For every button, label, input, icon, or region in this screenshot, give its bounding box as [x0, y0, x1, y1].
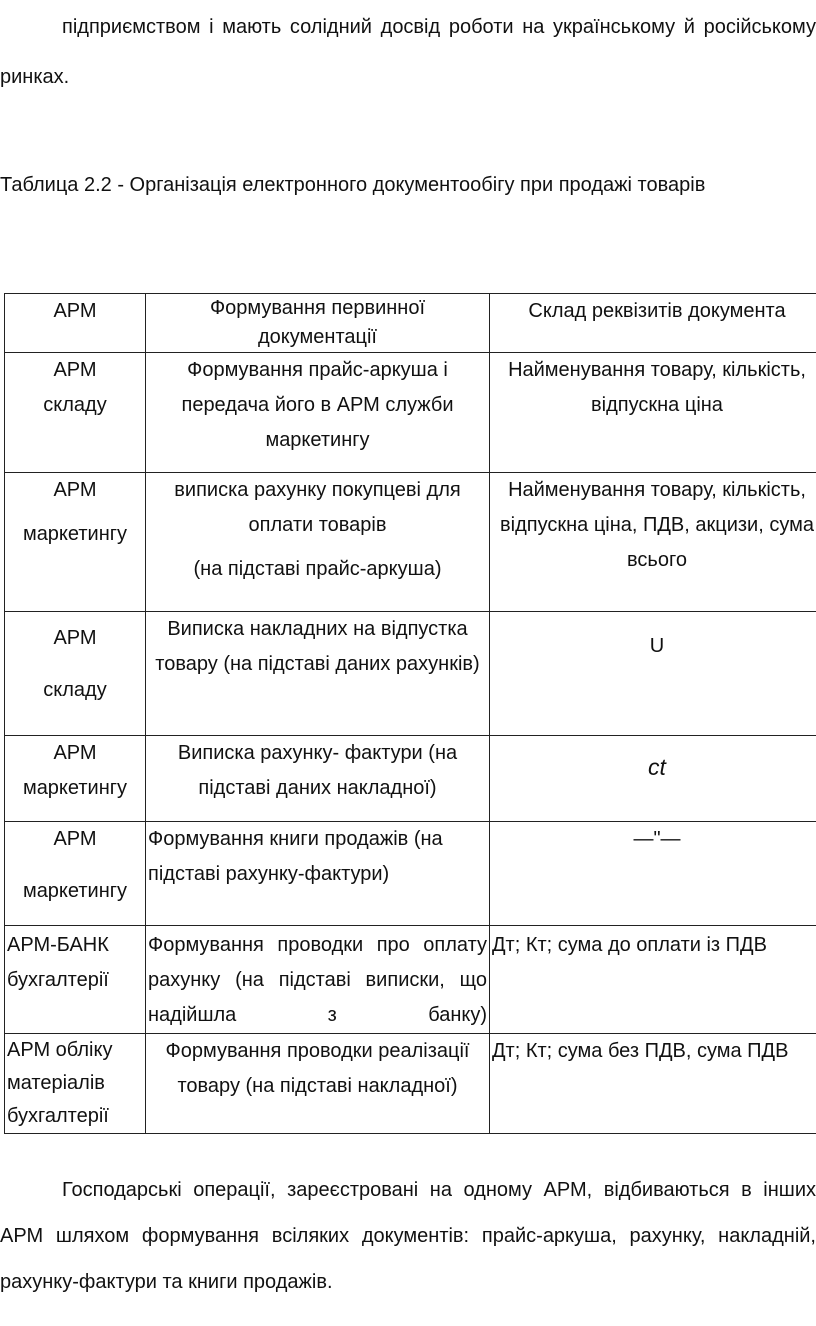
requisites-cell: Дт; Кт; сума до оплати із ПДВ: [490, 926, 816, 1034]
operation-cell: Виписка рахунку- фактури (на підставі даних накладної): [146, 736, 490, 822]
operation-cell: Виписка накладних на відпустка товару (на підставі даних рахунків): [146, 612, 490, 736]
arm-label: АРМ: [53, 742, 97, 764]
arm-cell: АРМ обліку матеріалів бухгалтерії: [5, 1034, 146, 1134]
header-requisites: Склад реквізитів документа: [490, 294, 816, 353]
operation-cell: [146, 473, 490, 612]
table-caption: Таблица 2.2 - Організація електронного документообігу при продажі товарів: [0, 174, 706, 196]
table-row: [5, 926, 816, 1034]
table-row: [5, 612, 816, 736]
arm-label: АРМ: [53, 627, 97, 649]
arm-cell: АРМ-БАНК бухгалтерії: [5, 926, 146, 1034]
arm-unit: складу: [43, 679, 107, 701]
requisites-cell: [490, 736, 816, 822]
table-row: [5, 1034, 816, 1134]
arm-cell: [5, 353, 146, 473]
arm-unit: складу: [43, 394, 107, 416]
requisites-cell: [490, 612, 816, 736]
requisites-cell: Дт; Кт; сума без ПДВ, сума ПДВ: [490, 1034, 816, 1134]
arm-unit: маркетингу: [22, 523, 128, 545]
table-header-row: [5, 294, 816, 353]
arm-label: АРМ: [53, 479, 97, 501]
operation-cell: Формування книги продажів (на підставі рахунку-фактури): [146, 822, 490, 926]
operation-text: виписка рахунку покупцеві для оплати товарів: [174, 479, 461, 536]
operation-cell: Формування проводки про оплату рахунку (на підставі виписки, що надійшла з банку): [146, 926, 490, 1034]
operation-cell: Формування проводки реалізації товару (на підставі накладної): [146, 1034, 490, 1134]
header-arm: АРМ: [5, 294, 146, 353]
body-paragraph-bottom: Господарські операції, зареєстровані на одному АРМ, відбиваються в інших АРМ шляхом формування всіляких документів: прайс-аркуша, рахунку, накладній, рахунку-фактури та книги продажів.: [0, 1179, 816, 1293]
requisites-text: U: [649, 635, 665, 657]
arm-label: АРМ: [53, 828, 97, 850]
operation-note: (на підставі прайс-аркуша): [193, 558, 442, 580]
arm-unit: маркетингу: [22, 777, 128, 799]
arm-cell: [5, 736, 146, 822]
document-flow-table: [4, 293, 816, 1134]
table-row: [5, 736, 816, 822]
header-operation: Формування первинної документації: [146, 294, 490, 353]
requisites-cell: Найменування товару, кількість, відпускна ціна: [490, 353, 816, 473]
operation-cell: Формування прайс-аркуша і передача його в АРМ служби маркетингу: [146, 353, 490, 473]
table-row: [5, 822, 816, 926]
arm-cell: [5, 822, 146, 926]
arm-cell: [5, 473, 146, 612]
requisites-cell: —"—: [490, 822, 816, 926]
arm-cell: [5, 612, 146, 736]
requisites-cell: Найменування товару, кількість, відпускна ціна, ПДВ, акцизи, сума всього: [490, 473, 816, 612]
table-row: [5, 353, 816, 473]
arm-label: АРМ: [53, 359, 97, 381]
arm-unit: маркетингу: [22, 880, 128, 902]
table-row: [5, 473, 816, 612]
body-paragraph-top: підприємством і мають солідний досвід роботи на українському й російському ринках.: [0, 16, 816, 88]
requisites-text: ct: [648, 754, 666, 780]
